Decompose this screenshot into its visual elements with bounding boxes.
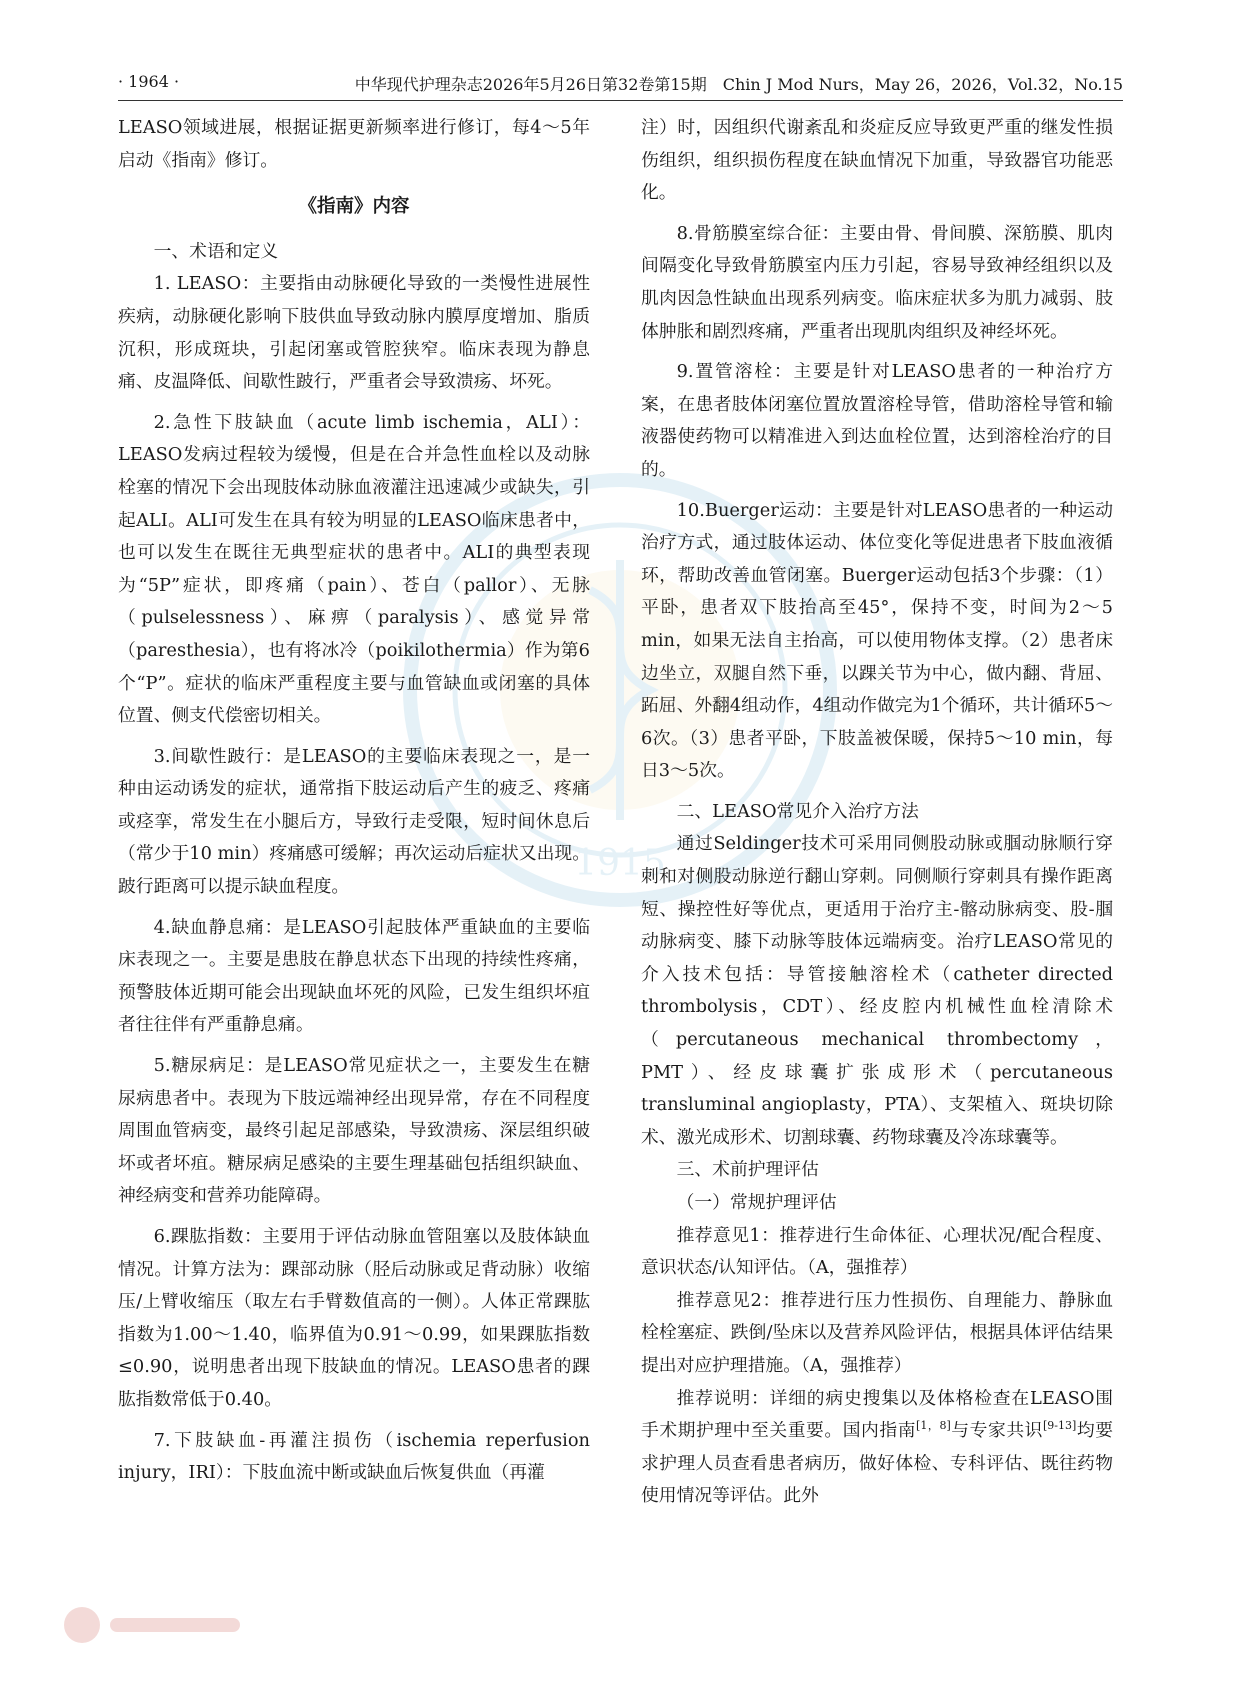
citation-ref-2: [9-13]	[1043, 1419, 1077, 1433]
interventions-text: 通过Seldinger技术可采用同侧股动脉或腘动脉顺行穿刺和对侧股动脉逆行翻山穿刺。同侧顺行穿刺具有操作距离短、操控性好等优点，更适用于治疗主-髂动脉病变、股-腘动脉病变、膝下动脉等肢体远端病变。治疗LEASO常见的介入技术包括：导管接触溶栓术（catheter directed thrombolysis，CDT）、经皮腔内机械性血栓清除术（percutaneous mechanical thrombectomy，PMT）、经皮球囊扩张成形术（percutaneous transluminal angioplasty，PTA）、支架植入、斑块切除术、激光成形术、切割球囊、药物球囊及冷冻球囊等。	[641, 833, 1113, 1148]
subsection-title-routine: （一）常规护理评估	[676, 1192, 837, 1213]
definition-catheter-thrombolysis: 9.置管溶栓：主要是针对LEASO患者的一种治疗方案，在患者肢体闭塞位置放置溶栓导管，借助溶栓导管和输液器使药物可以精准进入到达血栓位置，达到溶栓治疗的目的。	[641, 361, 1113, 480]
definition-abi: 6.踝肱指数：主要用于评估动脉血管阻塞以及肢体缺血情况。计算方法为：踝部动脉（胫后动脉或足背动脉）收缩压/上臂收缩压（取左右手臂数值高的一侧）。人体正常踝肱指数为1.00～1.40，临界值为0.91～0.99，如果踝肱指数≤0.90，说明患者出现下肢缺血的情况。LEASO患者的踝肱指数常低于0.40。	[118, 1226, 590, 1410]
citation-ref-1: [1，8]	[916, 1419, 951, 1433]
corner-logo-watermark	[60, 1600, 250, 1650]
section-heading: 《指南》内容	[298, 196, 410, 218]
journal-citation: 中华现代护理杂志2026年5月26日第32卷第15期 Chin J Mod Nurs，May 26，2026，Vol.32，No.15	[354, 75, 1123, 94]
recommendation-explanation	[641, 1383, 1113, 1513]
definition-ali: 2.急性下肢缺血（acute limb ischemia，ALI）：LEASO发病过程较为缓慢，但是在合并急性血栓以及动脉栓塞的情况下会出现肢体动脉血液灌注迅速减少或缺失，引起ALI。ALI可发生在具有较为明显的LEASO临床患者中，也可以发生在既往无典型症状的患者中。ALI的典型表现为“5P”症状，即疼痛（pain）、苍白（pallor）、无脉（pulselessness）、麻痹（paralysis）、感觉异常（paresthesia），也有将冰冷（poikilothermia）作为第6个“P”。症状的临床严重程度主要与血管缺血或闭塞的具体位置、侧支代偿密切相关。	[118, 411, 590, 727]
definition-rest-pain: 4.缺血静息痛：是LEASO引起肢体严重缺血的主要临床表现之一。主要是患肢在静息状态下出现的持续性疼痛，预警肢体近期可能会出现缺血坏死的风险，已发生组织坏疽者往往伴有严重静息痛。	[118, 916, 590, 1036]
left-column	[118, 112, 590, 1490]
right-column	[641, 112, 1113, 1513]
paragraph-continued-iri: 注）时，因组织代谢紊乱和炎症反应导致更严重的继发性损伤组织，组织损伤程度在缺血情况下加重，导致器官功能恶化。	[641, 117, 1113, 204]
seal-year: 1915	[574, 843, 666, 884]
paragraph-continued: LEASO领域进展，根据证据更新频率进行修订，每4～5年启动《指南》修订。	[118, 117, 590, 171]
definition-claudication: 3.间歇性跛行：是LEASO的主要临床表现之一，是一种由运动诱发的症状，通常指下肢运动后产生的疲乏、疼痛或痉挛，常发生在小腿后方，导致行走受限，短时间休息后（常少于10 min）疼痛感可缓解；再次运动后症状又出现。跛行距离可以提示缺血程度。	[118, 745, 590, 898]
definition-leaso: 1. LEASO：主要指由动脉硬化导致的一类慢性进展性疾病，动脉硬化影响下肢供血导致动脉内膜厚度增加、脂质沉积，形成斑块，引起闭塞或管腔狭窄。临床表现为静息痛、皮温降低、间歇性跛行，严重者会导致溃疡、坏死。	[118, 273, 590, 393]
section-title-assessment: 三、术前护理评估	[676, 1159, 819, 1181]
explanation-text-b: 与专家共识	[950, 1420, 1043, 1442]
recommendation-2: 推荐意见2：推荐进行压力性损伤、自理能力、静脉血栓栓塞症、跌倒/坠床以及营养风险评估，根据具体评估结果提出对应护理措施。（A，强推荐）	[641, 1289, 1113, 1376]
explanation-text-c: 均要求护理人员查看患者病历，做好体检、专科评估、既往药物使用情况等评估。此外	[641, 1420, 1113, 1507]
page-number: · 1964 ·	[118, 72, 180, 91]
section-title-interventions: 二、LEASO常见介入治疗方法	[676, 800, 919, 822]
definition-compartment-syndrome: 8.骨筋膜室综合征：主要由骨、骨间膜、深筋膜、肌肉间隔变化导致骨筋膜室内压力引起，容易导致神经组织以及肌肉因急性缺血出现系列病变。临床症状多为肌力减弱、肢体肿胀和剧烈疼痛，严重者出现肌肉组织及神经坏死。	[641, 222, 1113, 342]
definition-buerger-exercise: 10.Buerger运动：主要是针对LEASO患者的一种运动治疗方式，通过肢体运动、体位变化等促进患者下肢血液循环，帮助改善血管闭塞。Buerger运动包括3个步骤：（1）平卧，患者双下肢抬高至45°，保持不变，时间为2～5 min，如果无法自主抬高，可以使用物体支撑。（2）患者床边坐立，双腿自然下垂，以踝关节为中心，做内翻、背屈、跖屈、外翻4组动作，4组动作做完为1个循环，共计循环5～6次。（3）患者平卧，下肢盖被保暖，保持5～10 min，每日3～5次。	[641, 499, 1114, 782]
section-title-terms: 一、术语和定义	[153, 240, 279, 262]
running-header	[118, 70, 1123, 101]
definition-diabetic-foot: 5.糖尿病足：是LEASO常见症状之一，主要发生在糖尿病患者中。表现为下肢远端神经出现异常，存在不同程度周围血管病变，最终引起足部感染，导致溃疡、深层组织破坏或者坏疽。糖尿病足感染的主要生理基础包括组织缺血、神经病变和营养功能障碍。	[118, 1055, 590, 1207]
recommendation-1: 推荐意见1：推荐进行生命体征、心理状况/配合程度、意识状态/认知评估。（A，强推荐）	[641, 1224, 1113, 1279]
explanation-text-a: 推荐说明：详细的病史搜集以及体格检查在LEASO围手术期护理中至关重要。国内指南	[641, 1387, 1113, 1442]
definition-iri: 7.下肢缺血-再灌注损伤（ischemia reperfusion injury，IRI）：下肢血流中断或缺血后恢复供血（再灌	[118, 1429, 590, 1484]
